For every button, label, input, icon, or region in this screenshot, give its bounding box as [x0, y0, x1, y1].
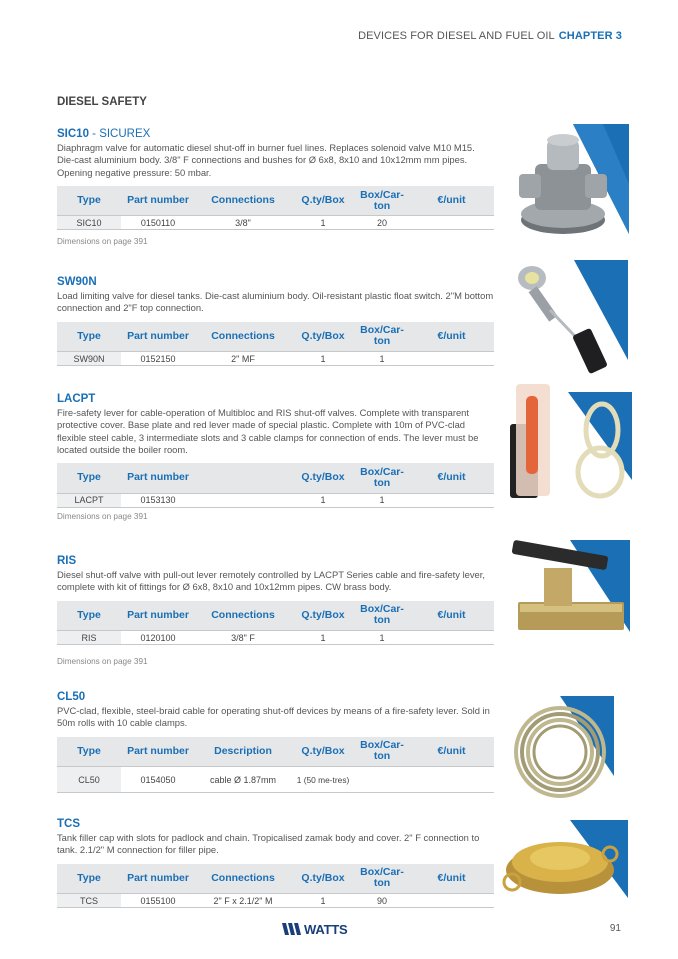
table-cell — [409, 352, 494, 366]
watts-logo — [282, 921, 348, 937]
spec-table — [57, 601, 494, 646]
spec-table — [57, 737, 494, 794]
table-cell: SIC10 — [57, 216, 121, 230]
spec-table — [57, 864, 494, 909]
table-header-row — [57, 463, 494, 493]
spec-table — [57, 463, 494, 508]
column-header: €/unit — [409, 601, 494, 631]
column-header: Type — [57, 601, 121, 631]
product-title: SIC10 - SICUREX — [57, 128, 151, 140]
column-header: Description — [195, 737, 291, 767]
product-title: RIS — [57, 555, 77, 567]
product-image-sic10 — [513, 124, 629, 246]
table-cell: 1 — [291, 493, 355, 507]
column-header: €/unit — [409, 463, 494, 493]
table-cell: 1 — [291, 894, 355, 908]
column-header: Box/Car-ton — [355, 322, 409, 352]
column-header: Q.ty/Box — [291, 186, 355, 216]
table-cell: SW90N — [57, 352, 121, 366]
section-title: DIESEL SAFETY — [57, 96, 147, 108]
table-cell: 2" F x 2.1/2" M — [195, 894, 291, 908]
column-header: Part number — [121, 322, 195, 352]
product-description: PVC-clad, flexible, steel-braid cable for operating shut-off devices by means of a fire-safety lever. Sold in 50m rolls with 10 cable clamps. — [57, 705, 490, 729]
chapter-label: CHAPTER 3 — [558, 30, 622, 42]
table-cell: 0152150 — [121, 352, 195, 366]
product-tcs — [57, 818, 494, 908]
dimensions-note: Dimensions on page 391 — [57, 237, 148, 247]
column-header: Part number — [121, 186, 195, 216]
column-header: Q.ty/Box — [291, 322, 355, 352]
product-description: Fire-safety lever for cable-operation of Multibloc and RIS shut-off valves. Complete with transparent protective cover. Base plate and red lever made of special plastic. Complete with 10m of PVC-clad flexible steel cable, 3 intermediate slots and 3 cable clamps for connection of ends. The lever must be located outside the boiler room. — [57, 407, 479, 455]
spec-table — [57, 186, 494, 231]
column-header: Type — [57, 737, 121, 767]
product-title: CL50 — [57, 691, 86, 703]
column-header: €/unit — [409, 322, 494, 352]
column-header: Part number — [121, 864, 195, 894]
table-cell: RIS — [57, 631, 121, 645]
column-header: Connections — [195, 322, 291, 352]
table-header-row — [57, 737, 494, 767]
table-cell: 1 — [291, 631, 355, 645]
column-header: €/unit — [409, 737, 494, 767]
table-cell: 1 — [355, 631, 409, 645]
column-header: Box/Car-ton — [355, 737, 409, 767]
table-header-row — [57, 601, 494, 631]
column-header: Part number — [121, 601, 195, 631]
column-header: Q.ty/Box — [291, 463, 355, 493]
column-header: Connections — [195, 864, 291, 894]
table-cell: 1 — [355, 493, 409, 507]
table-cell: 1 — [355, 352, 409, 366]
table-row — [57, 493, 494, 507]
column-header: Part number — [121, 463, 195, 493]
column-header: €/unit — [409, 186, 494, 216]
dimensions-note: Dimensions on page 391 — [57, 511, 148, 521]
column-header: Part number — [121, 737, 195, 767]
table-cell: 1 — [291, 216, 355, 230]
column-header: Type — [57, 322, 121, 352]
table-cell: 0155100 — [121, 894, 195, 908]
table-cell: LACPT — [57, 493, 121, 507]
product-sw90n — [57, 276, 494, 366]
column-header: Type — [57, 463, 121, 493]
table-cell — [409, 631, 494, 645]
table-cell: 1 (50 me-tres) — [291, 767, 355, 793]
table-row — [57, 631, 494, 645]
table-cell — [195, 493, 291, 507]
column-header: Box/Car-ton — [355, 601, 409, 631]
table-cell: 90 — [355, 894, 409, 908]
table-cell: 0150110 — [121, 216, 195, 230]
table-cell: 0120100 — [121, 631, 195, 645]
column-header: Connections — [195, 186, 291, 216]
product-description: Load limiting valve for diesel tanks. Die-cast aluminium body. Oil-resistant plastic float switch. 2"M bottom connection and 2"F top connection. — [57, 290, 494, 314]
page-header — [358, 30, 622, 42]
page-number: 91 — [609, 923, 621, 934]
table-header-row — [57, 864, 494, 894]
table-row — [57, 352, 494, 366]
table-cell: 20 — [355, 216, 409, 230]
product-image-sw90n — [510, 260, 628, 382]
table-cell: 0153130 — [121, 493, 195, 507]
product-title: TCS — [57, 818, 80, 830]
table-row — [57, 894, 494, 908]
column-header: Type — [57, 864, 121, 894]
product-lacpt — [57, 393, 494, 521]
column-header: €/unit — [409, 864, 494, 894]
watts-logo-mark-icon — [282, 923, 304, 935]
product-image-lacpt — [508, 384, 632, 506]
product-description: Tank filler cap with slots for padlock and chain. Tropicalised zamak body and cover. 2" F connection to tank. 2.1/2" M connection for filler pipe. — [57, 832, 480, 856]
table-header-row — [57, 322, 494, 352]
column-header: Type — [57, 186, 121, 216]
product-description: Diesel shut-off valve with pull-out lever remotely controlled by LACPT Series cable and fire-safety lever, complete with kit of fittings for Ø 6x8, 8x10 and 10x12mm pipes. CW brass body. — [57, 569, 485, 593]
product-image-cl50 — [510, 696, 614, 804]
table-cell: 3/8" — [195, 216, 291, 230]
column-header: Box/Car-ton — [355, 864, 409, 894]
table-cell — [409, 493, 494, 507]
table-row — [57, 767, 494, 793]
product-cl50 — [57, 691, 494, 793]
table-cell: 0154050 — [121, 767, 195, 793]
column-header: Connections — [195, 601, 291, 631]
table-row — [57, 216, 494, 230]
column-header: Q.ty/Box — [291, 864, 355, 894]
table-cell — [409, 894, 494, 908]
table-header-row — [57, 186, 494, 216]
product-ris — [57, 555, 494, 666]
table-cell: 3/8" F — [195, 631, 291, 645]
product-title: SW90N — [57, 276, 97, 288]
table-cell — [409, 216, 494, 230]
product-image-tcs — [500, 820, 628, 906]
spec-table — [57, 322, 494, 367]
column-header — [195, 463, 291, 493]
column-header: Q.ty/Box — [291, 601, 355, 631]
chapter-subject: DEVICES FOR DIESEL AND FUEL OIL — [358, 30, 555, 42]
product-description: Diaphragm valve for automatic diesel shut-off in burner fuel lines. Replaces solenoid valve M10 M15. Die-cast aluminium body. 3/8" F connections and bushes for Ø 6x8, 8x10 and 10x12mm mm pipes. Opening negative pressure: 50 mbar. — [57, 142, 475, 178]
column-header: Box/Car-ton — [355, 463, 409, 493]
column-header: Q.ty/Box — [291, 737, 355, 767]
column-header: Box/Car-ton — [355, 186, 409, 216]
logo-text: WATTS — [304, 921, 348, 937]
product-image-ris — [508, 540, 630, 632]
product-sic10 — [57, 128, 494, 246]
table-cell — [409, 767, 494, 793]
product-title: LACPT — [57, 393, 96, 405]
table-cell: CL50 — [57, 767, 121, 793]
table-cell: 1 — [291, 352, 355, 366]
dimensions-note: Dimensions on page 391 — [57, 657, 148, 667]
table-cell — [355, 767, 409, 793]
table-cell: 2" MF — [195, 352, 291, 366]
table-cell: cable Ø 1.87mm — [195, 767, 291, 793]
table-cell: TCS — [57, 894, 121, 908]
